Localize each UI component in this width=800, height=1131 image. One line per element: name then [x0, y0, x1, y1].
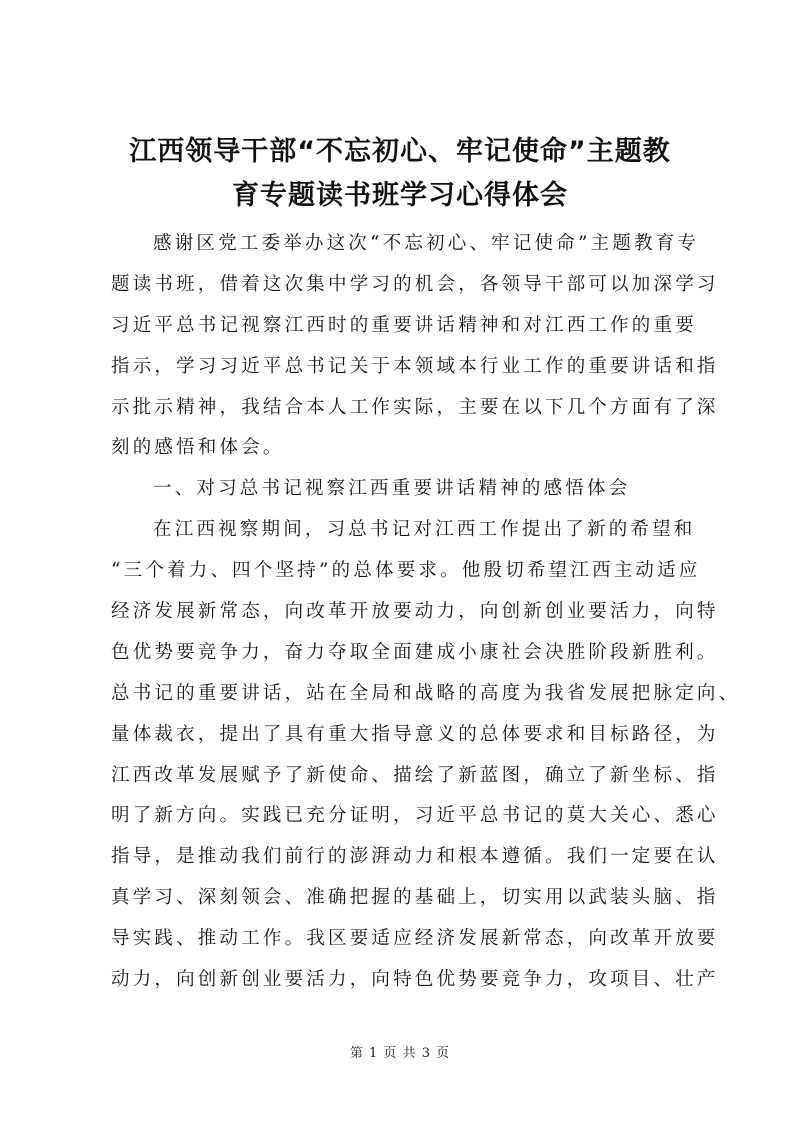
title-line: 江西领导干部“不忘初心、牢记使命”主题教 [129, 136, 671, 167]
paragraph-line: 真学习、深刻领会、准确把握的基础上，切实用以武装头脑、指 [111, 887, 719, 909]
paragraph-line: 量体裁衣，提出了具有重大指导意义的总体要求和目标路径，为 [111, 723, 719, 745]
paragraph-line: 色优势要竞争力，奋力夺取全面建成小康社会决胜阶段新胜利。 [111, 641, 719, 663]
paragraph-line: 题读书班，借着这次集中学习的机会，各领导干部可以加深学习 [111, 273, 719, 295]
paragraph-line: 刻的感悟和体会。 [111, 437, 285, 459]
paragraph-line: 示批示精神，我结合本人工作实际，主要在以下几个方面有了深 [111, 396, 719, 418]
paragraph-line: “三个着力、四个坚持”的总体要求。他殷切希望江西主动适应 [111, 560, 701, 582]
paragraph-line: 导实践、推动工作。我区要适应经济发展新常态，向改革开放要 [111, 928, 719, 950]
title-line: 育专题读书班学习心得体会 [232, 180, 568, 211]
paragraph-line: 感谢区党工委举办这次“不忘初心、牢记使命”主题教育专 [153, 233, 700, 254]
page-number-footer: 第 1 页 共 3 页 [349, 1046, 451, 1061]
paragraph-line: 江西改革发展赋予了新使命、描绘了新蓝图，确立了新坐标、指 [111, 764, 719, 786]
paragraph-line: 明了新方向。实践已充分证明，习近平总书记的莫大关心、悉心 [111, 805, 719, 827]
paragraph-line: 指示，学习习近平总书记关于本领域本行业工作的重要讲话和指 [111, 355, 719, 377]
document-body [111, 224, 741, 1001]
paragraph-line: 习近平总书记视察江西时的重要讲话精神和对江西工作的重要 [111, 314, 697, 336]
paragraph-line: 在江西视察期间，习总书记对江西工作提出了新的希望和 [153, 519, 696, 541]
paragraph-line: 指导，是推动我们前行的澎湃动力和根本遵循。我们一定要在认 [111, 846, 719, 868]
paragraph-line: 动力，向创新创业要活力，向特色优势要竞争力，攻项目、壮产 [111, 969, 719, 991]
paragraph-line: 总书记的重要讲话，站在全局和战略的高度为我省发展把脉定向、 [111, 682, 741, 704]
section-heading: 一、对习总书记视察江西重要讲话精神的感悟体会 [153, 478, 631, 500]
paragraph-line: 经济发展新常态，向改革开放要动力，向创新创业要活力，向特 [111, 601, 719, 623]
document-title [60, 130, 740, 218]
